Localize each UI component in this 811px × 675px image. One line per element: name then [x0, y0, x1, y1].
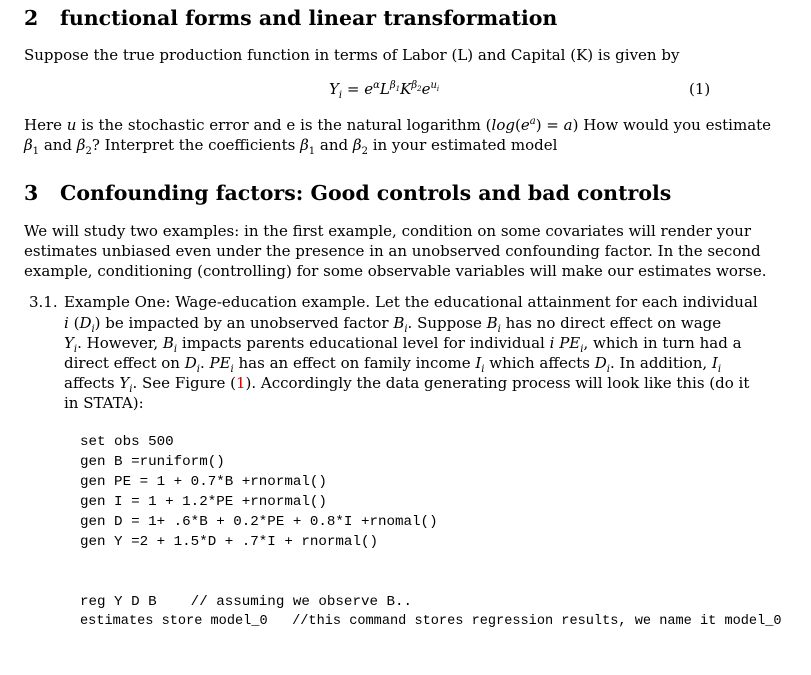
production-function-equation: $Y_i = e^\alpha L^{\beta_1}K^{\beta_2}e^{u_i}$ — [329, 80, 440, 101]
section-number: 3 — [24, 181, 39, 205]
subsection-line-6: in STATA): — [64, 394, 144, 412]
subsection-line-1: Example One: Wage-education example. Let the educational attainment for each individual — [64, 293, 758, 311]
section-2-intro: Suppose the true production function in terms of Labor (L) and Capital (K) is given by — [24, 46, 680, 64]
code-line: gen I = 1 + 1.2*PE +rnormal() — [80, 494, 327, 510]
code-line: gen B =runiform() — [80, 454, 225, 470]
section-title: functional forms and linear transformation — [60, 6, 558, 30]
section-3-heading — [24, 181, 671, 205]
code-line: set obs 500 — [80, 434, 174, 450]
subsection-line-3: $Y_i$. However, $B_i$ impacts parents educational level for individual i $PE_i$, which in turn had a — [64, 334, 742, 355]
code-line: gen Y =2 + 1.5*D + .7*I + rnormal() — [80, 534, 378, 550]
section-number: 2 — [24, 6, 39, 30]
subsection-line-4: direct effect on $D_i$. $PE_i$ has an effect on family income $I_i$ which affects $D_i$. In addition, $I_i$ — [64, 354, 722, 375]
section-2-heading — [24, 6, 557, 30]
section-3-intro-line-1: We will study two examples: in the first example, condition on some covariates will render your — [24, 222, 752, 240]
figure-reference-link[interactable]: 1 — [235, 374, 246, 392]
section-2-body-line-2: $\beta_1$ and $\beta_2$? Interpret the coefficients $\beta_1$ and $\beta_2$ in your estimated model — [24, 136, 558, 157]
section-2-body-line-1: Here u is the stochastic error and e is the natural logarithm $(\log(e^a) = a)$ How would you estimate — [24, 116, 772, 134]
equation-tag: (1) — [689, 80, 711, 98]
section-3-intro-line-2: estimates unbiased even under the presence in an unobserved confounding factor. In the second — [24, 242, 761, 260]
section-3-intro-line-3: example, conditioning (controlling) for some observable variables will make our estimates worse. — [24, 262, 767, 280]
section-title: Confounding factors: Good controls and bad controls — [60, 181, 672, 205]
code-line: gen D = 1+ .6*B + 0.2*PE + 0.8*I +rnomal() — [80, 514, 438, 530]
subsection-line-2: i $(D_i)$ be impacted by an unobserved factor $B_i$. Suppose $B_i$ has no direct effect on wage — [64, 314, 722, 335]
code-line: gen PE = 1 + 0.7*B +rnormal() — [80, 474, 327, 490]
code-line: estimates store model_0 //this command stores regression results, we name it model_0 — [80, 614, 782, 629]
subsection-label: 3.1. — [29, 293, 58, 311]
code-line: reg Y D B // assuming we observe B.. — [80, 594, 413, 610]
subsection-line-5: affects $Y_i$. See Figure (1). Accordingly the data generating process will look like this (do it — [64, 374, 750, 395]
